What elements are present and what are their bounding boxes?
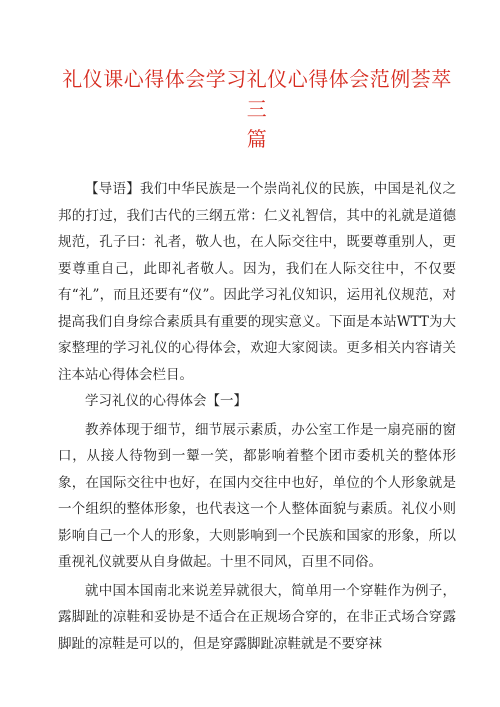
document-title [58, 64, 456, 154]
body-paragraph: 教养体现于细节，细节展示素质，办公室工作是一扇亮丽的窗口，从接人待物到一颦一笑，都影响着整个团市委机关的整体形象，在国际交往中也好，在国内交往中也好，单位的个人形象就是一个组织的整体形象，也代表这一个人整体面貌与素质。礼仪小则影响自己一个人的形象，大则影响到一个民族和国家的形象，所以重视礼仪就要从自身做起。十里不同风，百里不同俗。 [58, 421, 456, 570]
section-heading: 学习礼仪的心得体会【一】 [85, 393, 247, 409]
document-body [58, 176, 456, 657]
title-line-1: 礼仪课心得体会学习礼仪心得体会范例荟萃三 [62, 67, 452, 121]
title-line-2: 篇 [246, 127, 268, 151]
intro-paragraph: 【导语】我们中华民族是一个崇尚礼仪的民族，中国是礼仪之邦的打过，我们古代的三纲五常：仁义礼智信，其中的礼就是道德规范，孔子曰：礼者，敬人也，在人际交往中，既要尊重别人，更要尊重自己，此即礼者敬人。因为，我们在人际交往中，不仅要有“礼”，而且还要有“仪”。因此学习礼仪知识，运用礼仪规范，对提高我们自身综合素质具有重要的现实意义。下面是本站WTT为大家整理的学习礼仪的心得体会，欢迎大家阅读。更多相关内容请关注本站心得体会栏目。 [58, 181, 456, 383]
body-paragraph: 就中国本国南北来说差异就很大，简单用一个穿鞋作为例子，露脚趾的凉鞋和妥协是不适合在正规场合穿的，在非正式场合穿露脚趾的凉鞋是可以的，但是穿露脚趾凉鞋就是不要穿袜 [58, 582, 456, 652]
